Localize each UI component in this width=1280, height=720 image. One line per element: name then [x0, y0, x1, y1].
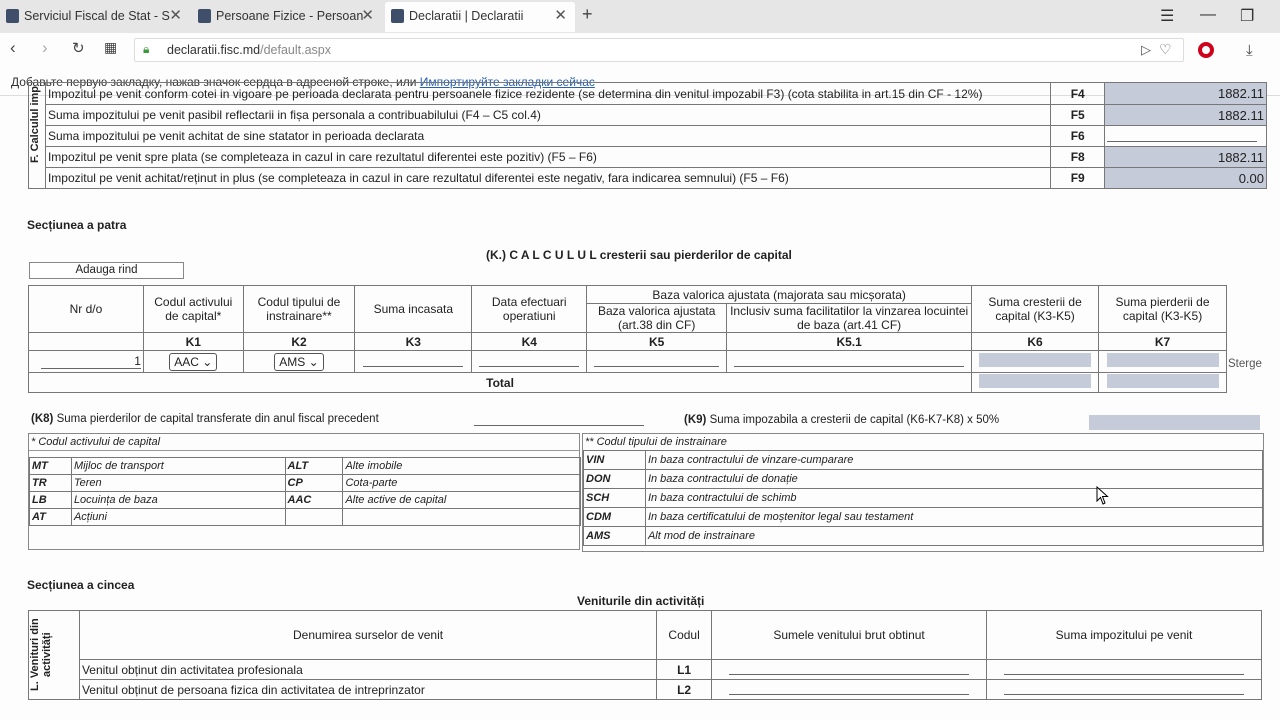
f4-value: 1882.11 — [1105, 83, 1267, 105]
close-tab-icon[interactable]: ✕ — [554, 7, 567, 24]
legend-code: AMS — [584, 527, 646, 546]
f4-label: Impozitul pe venit conform cotei in vigoare pe perioada declarata pentru persoanele fizice rezidente (se determina din venitul impozabil F3) (cota stabilita in art.15 din CF - 12%) — [45, 83, 1050, 105]
code-k3: K3 — [355, 333, 472, 351]
header-k6: Suma cresterii de capital (K3-K5) — [972, 286, 1099, 333]
l1-code: L1 — [657, 660, 712, 680]
site-favicon-icon — [198, 9, 211, 23]
forward-icon[interactable]: › — [42, 38, 48, 57]
header-gross-income: Sumele venitului brut obtinut — [712, 611, 987, 660]
mouse-cursor-icon — [1096, 486, 1110, 506]
l2-label: Venitul obținut de persoana fizica din activitatea de intreprinzator — [79, 680, 656, 700]
header-k7: Suma pierderii de capital (K3-K5) — [1099, 286, 1227, 333]
l2-code: L2 — [657, 680, 712, 700]
reload-icon[interactable]: ↻ — [72, 40, 85, 57]
legend-desc: Alt mod de instrainare — [645, 527, 1262, 546]
legend-desc: In baza contractului de vinzare-cumparare — [645, 451, 1262, 470]
url-path: /default.aspx — [260, 43, 331, 57]
legend-code: VIN — [584, 451, 646, 470]
legend-desc: Alte active de capital — [343, 492, 581, 509]
section5-heading: Secțiunea a cincea — [27, 578, 135, 592]
back-icon[interactable]: ‹ — [10, 38, 16, 57]
delete-row-link[interactable]: Sterge — [1228, 358, 1262, 370]
lock-icon: 🔒︎ — [143, 42, 150, 56]
header-nr: Nr d/o — [29, 286, 144, 333]
chevron-down-icon: ⌄ — [308, 354, 319, 369]
tab-fiscal-service[interactable] — [0, 2, 190, 32]
legend-desc: Teren — [71, 475, 285, 492]
legend-desc: Acțiuni — [71, 509, 285, 526]
row-nr-input[interactable]: 1 — [29, 351, 144, 373]
legend-code: AAC — [285, 492, 343, 509]
k8-code: (K8) — [31, 413, 54, 425]
f9-label: Impozitul pe venit achitat/reținut in plus (se completeaza in cazul in care rezultatul diferentei este negativ, fara indicarea semnului) (F5 – F6) — [45, 168, 1050, 189]
f9-code: F9 — [1051, 168, 1105, 189]
legend-code: CP — [285, 475, 343, 492]
section-f-side-label: F. Calculul imp — [29, 83, 46, 189]
total-k6 — [972, 373, 1099, 393]
tab-title: Persoane Fizice - Persoan — [216, 9, 364, 23]
table-row — [29, 351, 1227, 373]
total-label: Total — [29, 373, 972, 393]
disposal-code-legend — [582, 433, 1264, 552]
k4-input[interactable] — [472, 351, 587, 373]
f6-input[interactable] — [1105, 126, 1267, 147]
table-row — [29, 680, 1262, 700]
f9-value: 0.00 — [1105, 168, 1267, 189]
code-empty — [29, 333, 144, 351]
f8-value: 1882.11 — [1105, 147, 1267, 168]
code-k51: K5.1 — [727, 333, 972, 351]
chevron-down-icon: ⌄ — [202, 354, 213, 369]
legend-desc: In baza contractului de schimb — [645, 489, 1262, 508]
restore-icon[interactable]: ❐ — [1240, 8, 1255, 25]
k1-select[interactable]: AAC ⌄ — [143, 351, 243, 373]
tab-persoane-fizice[interactable] — [192, 2, 382, 32]
header-k1: Codul activului de capital* — [143, 286, 243, 333]
import-bookmarks-link[interactable]: Импортируйте закладки сейчас — [419, 75, 595, 89]
capital-gains-table — [28, 285, 1227, 393]
legend-code: AT — [30, 509, 72, 526]
l2-tax-input[interactable] — [987, 680, 1262, 700]
header-source-name: Denumirea surselor de venit — [79, 611, 656, 660]
table-row — [29, 660, 1262, 680]
section5-side-label: L. Venituri din activități — [29, 611, 80, 700]
legend-code: ALT — [285, 458, 343, 475]
send-icon[interactable]: ▷ — [1141, 42, 1151, 57]
header-k3: Suma incasata — [355, 286, 472, 333]
legend1-title: * Codul activului de capital — [29, 434, 579, 451]
bookmarks-hint: Добавьте первую закладку, нажав значок сердца в адресной строке, или — [11, 75, 417, 89]
page-content — [0, 85, 1280, 720]
asset-code-legend — [28, 433, 580, 550]
tab-bar — [0, 0, 1280, 33]
legend-code: SCH — [584, 489, 646, 508]
legend2-title: ** Codul tipului de instrainare — [585, 436, 727, 448]
code-k4: K4 — [472, 333, 587, 351]
k2-select[interactable]: AMS ⌄ — [243, 351, 355, 373]
legend-desc: Mijloc de transport — [71, 458, 285, 475]
legend-desc — [343, 509, 581, 526]
tab-title: Serviciul Fiscal de Stat - S — [24, 9, 170, 23]
legend-desc: In baza certificatului de moștenitor legal sau testament — [645, 508, 1262, 527]
url-bar[interactable] — [134, 38, 1184, 62]
legend2-table — [583, 450, 1263, 546]
f4-code: F4 — [1051, 83, 1105, 105]
header-code: Codul — [657, 611, 712, 660]
url-domain: declaratii.fisc.md — [167, 43, 261, 57]
l1-gross-input[interactable] — [712, 660, 987, 680]
site-favicon-icon — [391, 9, 404, 23]
f5-label: Suma impozitului pe venit pasibil reflectarii in fișa personala a contribuabilului (F4 – C5 col.4) — [45, 105, 1050, 126]
legend-desc: Locuința de baza — [71, 492, 285, 509]
k7-value — [1099, 351, 1227, 373]
total-k7 — [1099, 373, 1227, 393]
download-icon[interactable]: ⤓ — [1246, 42, 1253, 59]
section-f-table — [28, 82, 1267, 189]
legend-code — [285, 509, 343, 526]
legend-code: LB — [30, 492, 72, 509]
legend1-table — [29, 457, 581, 526]
k8-label: Suma pierderilor de capital transferate din anul fiscal precedent — [56, 413, 379, 425]
header-income-tax: Suma impozitului pe venit — [987, 611, 1262, 660]
header-group: Baza valorica ajustata (majorata sau micșorata) — [587, 286, 972, 304]
close-tab-icon[interactable]: ✕ — [169, 7, 182, 24]
activity-income-table — [28, 610, 1262, 700]
legend-code: MT — [30, 458, 72, 475]
k8-input[interactable] — [474, 411, 644, 426]
code-k5: K5 — [587, 333, 727, 351]
l1-tax-input[interactable] — [987, 660, 1262, 680]
tab-declaratii[interactable] — [385, 2, 575, 32]
k3-input[interactable] — [355, 351, 472, 373]
k9-code: (K9) — [684, 414, 707, 426]
f8-label: Impozitul pe venit spre plata (se completeaza in cazul in care rezultatul diferentei este pozitiv) (F5 – F6) — [45, 147, 1050, 168]
legend-code: TR — [30, 475, 72, 492]
section4-title: (K.) C A L C U L U L cresterii sau pierderilor de capital — [486, 248, 792, 262]
code-k6: K6 — [972, 333, 1099, 351]
header-k5: Baza valorica ajustata (art.38 din CF) — [587, 304, 727, 333]
header-k2: Codul tipului de instrainare** — [243, 286, 355, 333]
k6-value — [972, 351, 1099, 373]
header-k51: Inclusiv suma facilitatilor la vinzarea locuintei de baza (art.41 CF) — [727, 304, 972, 333]
code-k7: K7 — [1099, 333, 1227, 351]
l2-gross-input[interactable] — [712, 680, 987, 700]
legend-code: CDM — [584, 508, 646, 527]
minimize-icon[interactable]: — — [1200, 6, 1216, 23]
add-row-button[interactable]: Adauga rind — [29, 262, 184, 279]
speed-dial-icon[interactable]: ▦ — [104, 39, 118, 55]
f6-label: Suma impozitului pe venit achitat de sine statator in perioada declarata — [45, 126, 1050, 147]
code-k1: K1 — [143, 333, 243, 351]
f6-code: F6 — [1051, 126, 1105, 147]
l1-label: Venitul obținut din activitatea profesionala — [79, 660, 656, 680]
legend-desc: In baza contractului de donație — [645, 470, 1262, 489]
f8-code: F8 — [1051, 147, 1105, 168]
heart-icon[interactable]: ♡ — [1159, 41, 1172, 57]
k9-value — [1089, 415, 1260, 430]
legend-code: DON — [584, 470, 646, 489]
section5-title: Veniturile din activități — [577, 594, 705, 608]
f5-value: 1882.11 — [1105, 105, 1267, 126]
k5-input[interactable] — [587, 351, 727, 373]
legend-desc: Alte imobile — [343, 458, 581, 475]
k9-label: Suma impozabila a cresterii de capital (K6-K7-K8) x 50% — [709, 414, 1000, 426]
legend-desc: Cota-parte — [343, 475, 581, 492]
f5-code: F5 — [1051, 105, 1105, 126]
code-k2: K2 — [243, 333, 355, 351]
header-k4: Data efectuari operatiuni — [472, 286, 587, 333]
close-tab-icon[interactable]: ✕ — [361, 7, 374, 24]
k51-input[interactable] — [727, 351, 972, 373]
opera-menu-icon[interactable] — [1198, 42, 1214, 58]
tab-menu-icon[interactable]: ☰ — [1160, 8, 1175, 25]
new-tab-icon[interactable]: + — [582, 4, 593, 24]
tab-title: Declaratii | Declaratii — [409, 9, 524, 23]
section4-heading: Secțiunea a patra — [27, 218, 127, 232]
site-favicon-icon — [6, 9, 19, 23]
